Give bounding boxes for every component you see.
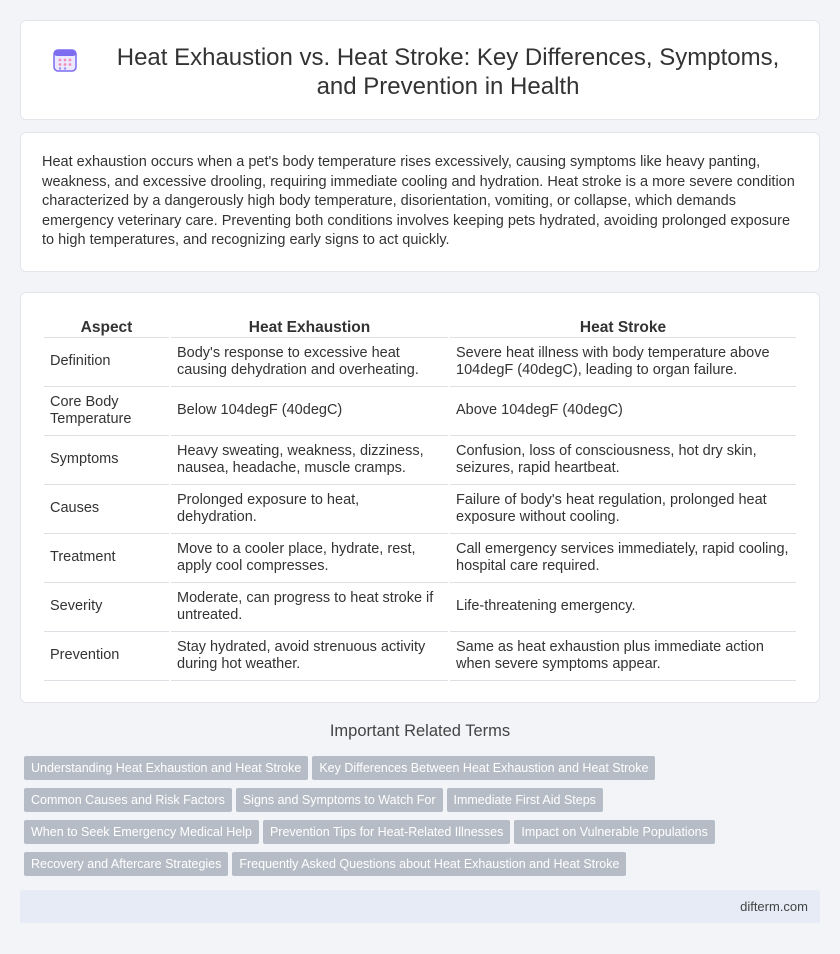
table-row bbox=[44, 583, 796, 632]
table-cell: Severity bbox=[44, 583, 169, 632]
table-cell: Moderate, can progress to heat stroke if untreated. bbox=[171, 583, 448, 632]
related-term-tag[interactable]: Prevention Tips for Heat-Related Illnesses bbox=[263, 820, 510, 844]
table-cell: Same as heat exhaustion plus immediate action when severe symptoms appear. bbox=[450, 632, 796, 681]
table-cell: Treatment bbox=[44, 534, 169, 583]
table-row bbox=[44, 338, 796, 387]
table-cell: Prolonged exposure to heat, dehydration. bbox=[171, 485, 448, 534]
tag-row bbox=[24, 852, 804, 884]
related-terms-title: Important Related Terms bbox=[329, 722, 511, 740]
related-term-tag[interactable]: Impact on Vulnerable Populations bbox=[514, 820, 714, 844]
table-row bbox=[44, 387, 796, 436]
related-term-tag[interactable]: Recovery and Aftercare Strategies bbox=[24, 852, 228, 876]
table-cell: Prevention bbox=[44, 632, 169, 681]
column-header-heat-stroke: Heat Stroke bbox=[450, 313, 796, 338]
comparison-table-card bbox=[20, 292, 820, 703]
related-term-tag[interactable]: Key Differences Between Heat Exhaustion and Heat Stroke bbox=[312, 756, 655, 780]
table-row bbox=[44, 436, 796, 485]
related-term-tag[interactable]: Immediate First Aid Steps bbox=[447, 788, 603, 812]
table-cell: Below 104degF (40degC) bbox=[171, 387, 448, 436]
column-header-heat-exhaustion: Heat Exhaustion bbox=[171, 313, 448, 338]
table-cell: Stay hydrated, avoid strenuous activity during hot weather. bbox=[171, 632, 448, 681]
footer bbox=[20, 890, 820, 923]
related-term-tag[interactable]: Frequently Asked Questions about Heat Exhaustion and Heat Stroke bbox=[232, 852, 626, 876]
table-cell: Failure of body's heat regulation, prolonged heat exposure without cooling. bbox=[450, 485, 796, 534]
related-terms-list bbox=[24, 756, 804, 884]
table-header-row bbox=[44, 313, 796, 338]
table-cell: Confusion, loss of consciousness, hot dry skin, seizures, rapid heartbeat. bbox=[450, 436, 796, 485]
tag-row bbox=[24, 788, 804, 820]
related-term-tag[interactable]: When to Seek Emergency Medical Help bbox=[24, 820, 259, 844]
table-cell: Symptoms bbox=[44, 436, 169, 485]
intro-paragraph: Heat exhaustion occurs when a pet's body temperature rises excessively, causing symptoms like heavy panting, weakness, and excessive drooling, requiring immediate cooling and hydration. Heat stroke is a more severe condition characterized by a dangerously high body temperature, disorientation, vomiting, or collapse, which demands emergency veterinary care. Preventing both conditions involves keeping pets hydrated, avoiding prolonged exposure to high temperatures, and recognizing early signs to act quickly. bbox=[42, 154, 795, 248]
table-cell: Life-threatening emergency. bbox=[450, 583, 796, 632]
table-row bbox=[44, 485, 796, 534]
page-title: Heat Exhaustion vs. Heat Stroke: Key Differences, Symptoms, and Prevention in Health bbox=[116, 44, 780, 100]
table-row bbox=[44, 632, 796, 681]
table-cell: Above 104degF (40degC) bbox=[450, 387, 796, 436]
table-cell: Heavy sweating, weakness, dizziness, nausea, headache, muscle cramps. bbox=[171, 436, 448, 485]
comparison-table bbox=[42, 313, 798, 681]
table-cell: Core Body Temperature bbox=[44, 387, 169, 436]
related-term-tag[interactable]: Common Causes and Risk Factors bbox=[24, 788, 232, 812]
related-term-tag[interactable]: Signs and Symptoms to Watch For bbox=[236, 788, 443, 812]
table-cell: Causes bbox=[44, 485, 169, 534]
tag-row bbox=[24, 820, 804, 852]
table-cell: Move to a cooler place, hydrate, rest, apply cool compresses. bbox=[171, 534, 448, 583]
related-term-tag[interactable]: Understanding Heat Exhaustion and Heat Stroke bbox=[24, 756, 308, 780]
table-cell: Call emergency services immediately, rapid cooling, hospital care required. bbox=[450, 534, 796, 583]
table-row bbox=[44, 534, 796, 583]
table-cell: Body's response to excessive heat causing dehydration and overheating. bbox=[171, 338, 448, 387]
footer-site-link[interactable]: difterm.com bbox=[740, 899, 808, 914]
intro-card bbox=[20, 132, 820, 272]
table-cell: Severe heat illness with body temperature above 104degF (40degC), leading to organ failure. bbox=[450, 338, 796, 387]
table-cell: Definition bbox=[44, 338, 169, 387]
tag-row bbox=[24, 756, 804, 788]
header-card bbox=[20, 20, 820, 120]
column-header-aspect: Aspect bbox=[44, 313, 169, 338]
calendar-grid-icon bbox=[51, 46, 79, 74]
